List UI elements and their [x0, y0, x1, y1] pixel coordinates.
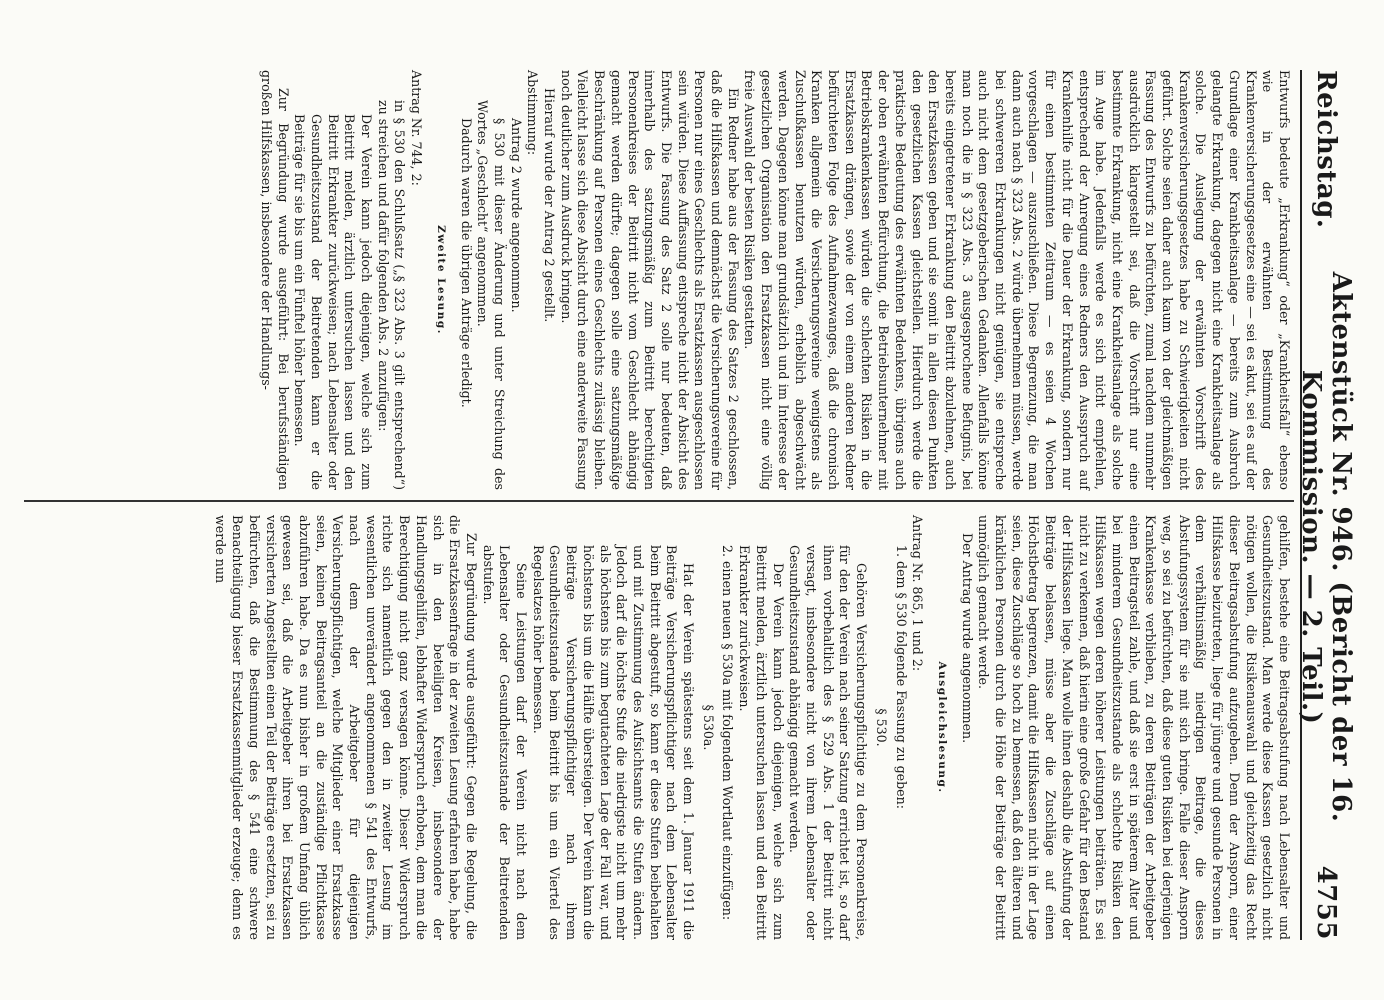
header-left: Reichstag.	[1311, 70, 1341, 229]
paragraph: Der Antrag wurde angenommen.	[959, 533, 975, 744]
section-heading: Zweite Lesung.	[434, 225, 447, 335]
section-number: § 530.	[873, 708, 889, 747]
motion-quote: Gehören Versicherungspflichtige zu dem Personenkreise, für den der Verein nach seiner Satzung errichtet ist, so darf ihnen vorbehaltlich des § 529 Abs. 1 der Beitritt nicht versagt, insbesondere nicht von ihrem Lebensalter oder Gesundheitszustand abhängig gemacht werden.	[787, 545, 870, 940]
left-column	[257, 70, 1292, 490]
paragraph: Entwurfs bedeute „Erkrankung“ oder „Krankheitsfall“ ebenso wie in der erwähnten Bestimmung des Krankenversicherungsgesetzes eine — sei es akut, sei es auf der Grundlage einer Krankheitsanlage — bereits zum Ausbruch gelangte Erkrankung, dagegen nicht eine Krankheitsanlage als solche. Die Auslegung der erwähnten Vorschrift des Krankenversicherungsgesetzes habe zu Schwierigkeiten nicht geführt. Solche seien daher auch kaum von der gleichmäßigen Fassung des Entwurfs zu befürchten, zumal nachdem nunmehr ausdrücklich klargestellt sei, daß die Vorschrift nur eine bestimmte Erkrankung, nicht eine Krankheitsanlage als solche im Auge habe. Jedenfalls werde es sich nicht empfehlen, entsprechend der Anregung eines Redners den Ausspruch auf Krankenhilfe nicht für die Dauer der Erkrankung, sondern nur für einen bestimmten Zeitraum — es seien 4 Wochen vorgeschlagen — auszuschließen. Diese Begrenzung, die man dann auch nach § 323 Abs. 2 würde übernehmen müssen, werde bei schwereren Erkrankungen nicht genügen, sie entspreche auch nicht dem gesetzgeberischen Gedanken. Allenfalls könne man noch die in § 323 Abs. 3 ausgesprochene Befugnis, bei bereits eingetretener Erkrankung den Beitritt abzulehnen, auch den Ersatzkassen geben und sie somit in allen diesen Punkten den gesetzlichen Kassen gleichstellen. Hierdurch werde die praktische Bedeutung des erwähnten Bedenkens, übrigens auch der oben erwähnten Befürchtung, die Betriebsunternehmer mit Betriebskrankenkassen würden die schlechten Risiken in die Ersatzkassen drängen, sowie der von einem anderen Redner befürchteten Folge des Aufnahmezwanges, daß die chronisch Kranken allgemein die Versicherungsvereine wenigstens als Zuschußkassen benutzen würden, erheblich abgeschwächt werden. Dagegen könne man grundsätzlich und im Interesse der gesetzlichen Organisation den Ersatzkassen nicht eine völlig freie Auswahl der besten Risiken gestatten.	[742, 70, 1292, 490]
paragraph: Zur Begründung wurde ausgeführt: Gegen die Regelung, die die Ersatzkassenfrage in der zweiten Lesung erfahren habe, habe sich in den beteiligten Kreisen, insbesondere der Handlungsgehilfen, lebhafter Widerspruch erhoben, dem man die Berechtigung nicht ganz versagen könne. Dieser Widerspruch richte sich namentlich gegen den in zweiter Lesung im wesentlichen unverändert angenommenen § 541 des Entwurfs, nach dem der Arbeitgeber für diejenigen Versicherungspflichtigen, welche Mitglieder einer Ersatzkasse seien, keinen Beitragsanteil an die zuständige Pflichtkasse abzuführen habe. Da es nun bisher in großem Umfang üblich gewesen sei, daß die Arbeitgeber ihren bei Ersatzkassen versicherten Angestellten einen Teil der Beiträge ersetzten, sei zu befürchten, daß die Bestimmung des § 541 eine schwere Benachteiligung bieser Ersatzkassenmitglieder erzeuge; denn es werde nun	[213, 515, 479, 940]
motion-label: Antrag Nr. 865, 1 und 2:	[910, 515, 926, 672]
page-number: 4755	[1311, 865, 1341, 940]
motion-quote: Hat der Verein spätestens seit dem 1. Januar 1911 die Beiträge Versicherungspflichtiger nach dem Lebensalter beim Beitritt abgestuft, so kann er diese Stufen beibehalten und mit Zustimmung des Aufsichtsamts die Stufen ändern. Jedoch darf die höchste Stufe die niedrigste nicht um mehr als höchstens bis zum begutachteten Lage der Fall war, und höchstens bis um die Hälfte übersteigen. Der Verein kann die Beiträge Versicherungspflichtiger nach ihrem Gesundheitszustande beim Beitritt bis um ein Viertel des Regelsatzes höher bemessen.	[530, 545, 697, 940]
section-label: Abstimmung:	[525, 70, 541, 156]
vote-item: § 530 mit dieser Änderung und unter Streichung des Wortes „Geschlecht“ angenommen.	[475, 100, 507, 490]
motion-item: 2. einen neuen § 530a mit folgendem Wortlaut einzufügen:	[720, 545, 736, 921]
motion-item: 1. dem § 530 folgende Fassung zu geben:	[893, 545, 909, 809]
column-divider	[24, 500, 1294, 502]
paragraph: gehilfen, bestehe eine Beitragsabstufung nach Lebensalter und Gesundheitszustand. Man werde diese Kassen gesetzlich nicht nötigen wollen, die Risikenauswahl und gleichzeitig das Recht dieser Beitragsabstufung aufzugeben. Denn der Ansporn, einer Hilfskasse beizutreten, liege für jüngere und gesunde Personen in dem verhältnismäßig niedrigen Beitrage, die dieses Abstufungssystem für sie mit sich bringe. Falle dieser Ansporn weg, so sei zu befürchten, daß diese guten Risiken bei derjenigen Krankenkasse verblieben, zu deren Beiträgen der Arbeitgeber einen Beitragsteil zahle, und daß sie erst in späterem Alter und bei minderem Gesundheitszustande als schlechte Risiken den Hilfskassen wegen deren höherer Leistungen beiträten. Es sei nicht zu verkennen, daß hierin eine große Gefahr für den Bestand der Hilfskassen liege. Man wolle ihnen deshalb die Abstufung der Beiträge belassen, müsse aber die Zuschläge auf einen Höchstbetrag begrenzen, damit die Hilfskassen nicht in der Lage seien, diese Zuschläge so hoch zu bemessen, daß den älteren und kränklichen Personen durch die Höhe der Beiträge der Beitritt unmöglich gemacht werde.	[976, 515, 1292, 940]
motion-quote: Seine Leistungen darf der Verein nicht nach dem Lebensalter oder Gesundheitszustande der Beitretenden abstufen.	[480, 545, 530, 940]
motion-quote: Der Verein kann jedoch diejenigen, welche sich zum Beitritt melden, ärztlich untersuchen lassen und den Beitritt Erkrankter zurückweisen.	[737, 545, 786, 940]
paragraph: Ein Redner habe aus der Fassung des Satzes 2 geschlossen, daß die Hilfskassen und demnächst die Versicherungsvereine für Personen nur eines Geschlechts als Ersatzkassen ausgeschlossen sein würden. Diese Auffassung entspreche nicht der Absicht des Entwurfs. Die Fassung des Satz 2 solle nur bedeuten, daß innerhalb des satzungsmäßig zum Beitritt berechtigten Personenkreises der Beitritt nicht vom Geschlecht abhängig gemacht werden dürfte; dagegen solle eine satzungsmäßige Beschränkung auf Personen eines Geschlechts zulässig bleiben. Vielleicht lasse sich diese Absicht durch eine anderweite Fassung noch deutlicher zum Ausdruck bringen.	[558, 70, 741, 490]
paragraph: Hierauf wurde der Antrag 2 gestellt.	[542, 88, 558, 323]
vote-item: Dadurch waren die übrigen Anträge erledigt.	[458, 118, 474, 408]
page-header	[1296, 70, 1356, 940]
right-column	[212, 515, 1292, 940]
paragraph: Zur Begründung wurde ausgeführt: Bei berufsständigen großen Hilfskassen, insbesondere der Handlungs-	[258, 70, 291, 490]
section-heading: Ausgleichslesung.	[935, 661, 948, 794]
section-number: § 530a.	[700, 704, 716, 751]
motion-quote: Der Verein kann jedoch diejenigen, welche sich zum Beitritt melden, ärztlich untersuchen lassen und den Beitritt Erkrankter zurückweisen; nach Lebensalter oder Gesundheitszustand der Beitretenden kann er die Beiträge für sie bis um ein Fünftel höher bemessen.	[292, 114, 375, 490]
motion-label: Antrag Nr. 744, 2:	[409, 70, 425, 186]
motion-text: in § 530 den Schlußsatz („§ 323 Abs. 3 gilt entsprechend“) zu streichen und dafür folgenden Abs. 2 anzufügen:	[375, 100, 408, 490]
header-title: Aktenstück Nr. 946. (Bericht der 16. Kommission. — 2. Teil.)	[1296, 271, 1356, 823]
vote-item: Antrag 2 wurde angenommen.	[508, 118, 524, 313]
